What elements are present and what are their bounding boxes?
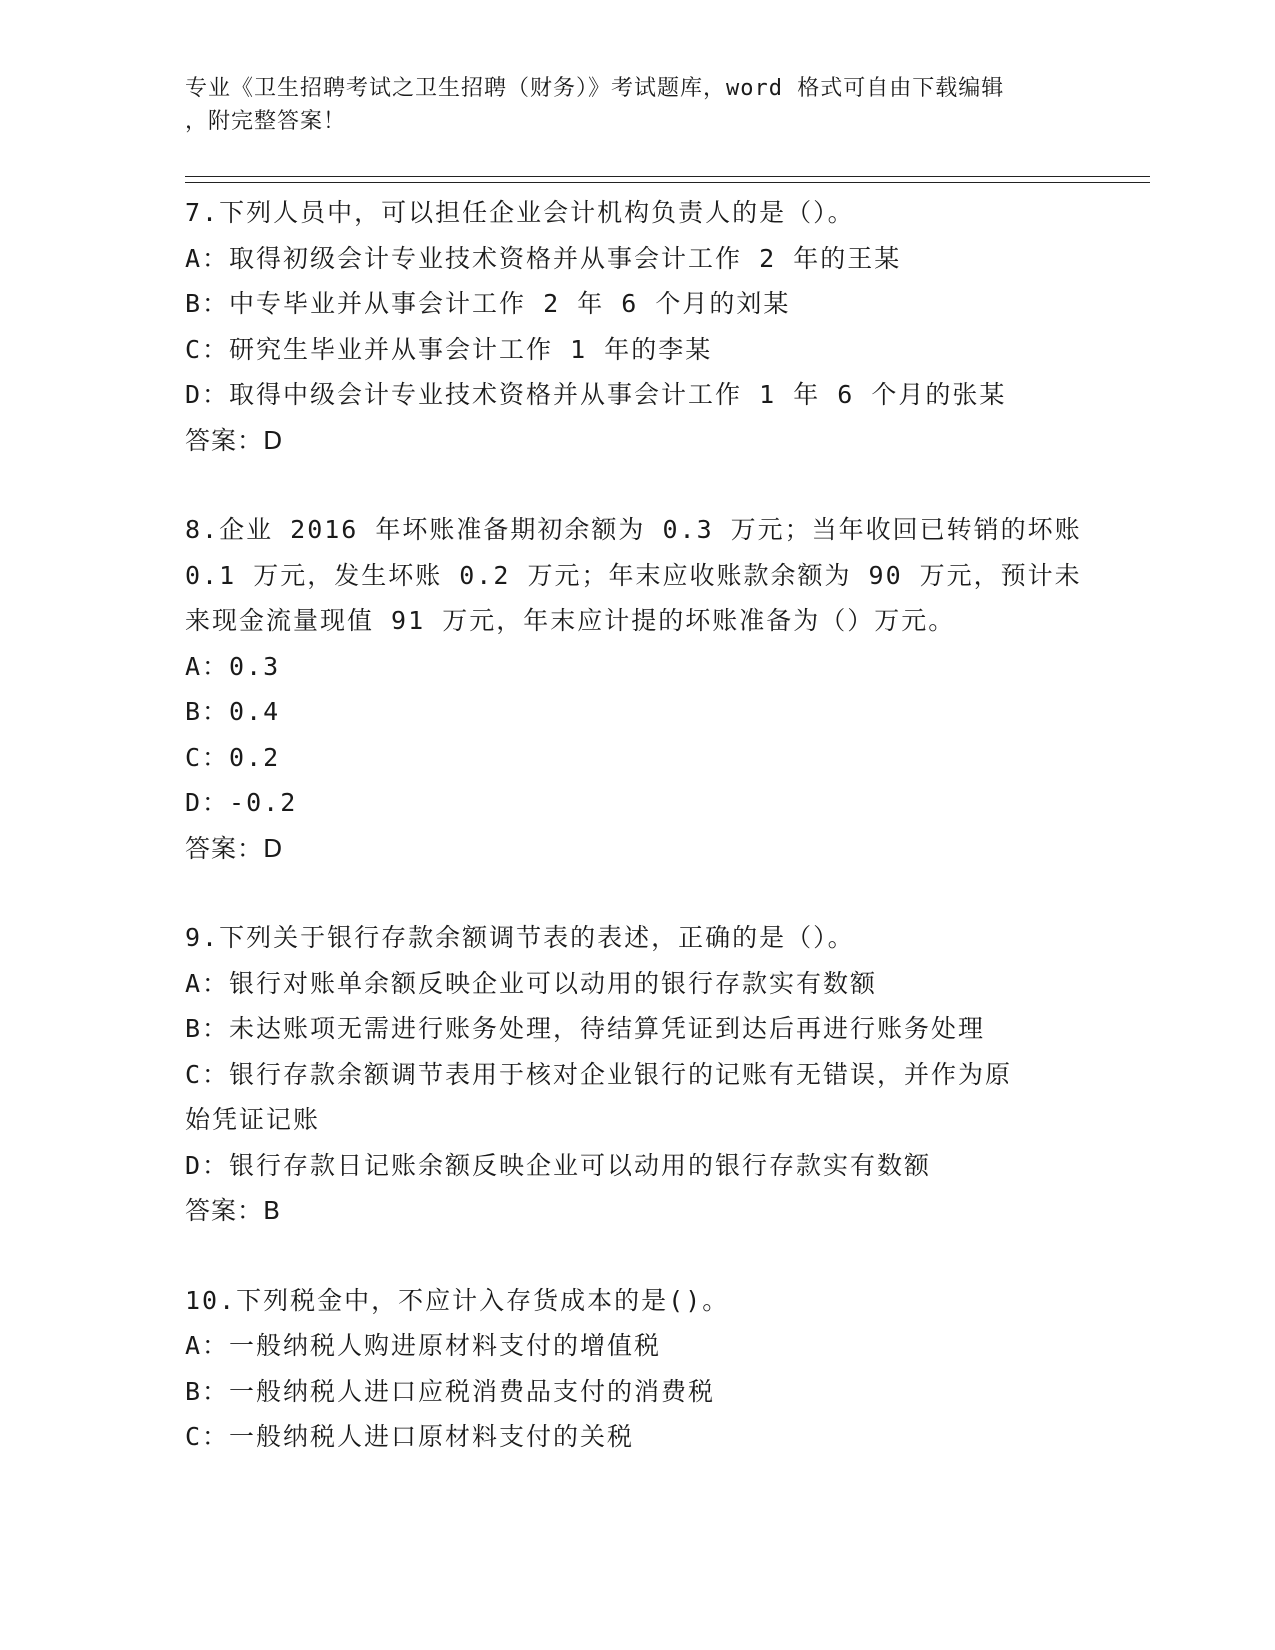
header-line-1: 专业《卫生招聘考试之卫生招聘（财务）》考试题库，word 格式可自由下载编辑	[185, 76, 1005, 101]
question-stem: 10.下列税金中，不应计入存货成本的是()。	[185, 1285, 730, 1315]
option-a: A：银行对账单余额反映企业可以动用的银行存款实有数额	[185, 968, 878, 998]
option-a: A：一般纳税人购进原材料支付的增值税	[185, 1331, 662, 1360]
option-b: B：中专毕业并从事会计工作 2 年 6 个月的刘某	[185, 289, 791, 318]
header-line-2: ，附完整答案！	[185, 109, 347, 134]
question-9	[185, 915, 1085, 1234]
option-c-continued: 始凭证记账	[185, 1105, 321, 1134]
option-b: B：0.4	[185, 697, 281, 726]
question-stem-line-3: 来现金流量现值 91 万元，年末应计提的坏账准备为（）万元。	[185, 606, 956, 635]
option-d: D：-0.2	[185, 788, 298, 817]
question-list	[185, 190, 1085, 1504]
question-8	[185, 507, 1085, 871]
question-7	[185, 190, 1085, 463]
option-d: D：银行存款日记账余额反映企业可以动用的银行存款实有数额	[185, 1150, 932, 1180]
header-divider-bottom	[185, 182, 1150, 183]
option-b: B：一般纳税人进口应税消费品支付的消费税	[185, 1376, 716, 1406]
answer: 答案：D	[185, 833, 284, 863]
question-stem: 7.下列人员中，可以担任企业会计机构负责人的是（）。	[185, 198, 855, 227]
answer: 答案：B	[185, 1196, 282, 1225]
question-stem-line-2: 0.1 万元，发生坏账 0.2 万元；年末应收账款余额为 90 万元，预计未	[185, 560, 1082, 590]
option-a: A：0.3	[185, 651, 281, 681]
question-10	[185, 1278, 1085, 1460]
option-d: D：取得中级会计专业技术资格并从事会计工作 1 年 6 个月的张某	[185, 380, 1007, 409]
question-stem-line-1: 8.企业 2016 年坏账准备期初余额为 0.3 万元；当年收回已转销的坏账	[185, 515, 1082, 544]
option-a: A：取得初级会计专业技术资格并从事会计工作 2 年的王某	[185, 243, 902, 273]
option-b: B：未达账项无需进行账务处理，待结算凭证到达后再进行账务处理	[185, 1014, 986, 1043]
document-header	[185, 72, 1065, 138]
header-divider-top	[185, 176, 1150, 177]
option-c: C：一般纳税人进口原材料支付的关税	[185, 1422, 635, 1451]
option-c: C：研究生毕业并从事会计工作 1 年的李某	[185, 334, 713, 364]
question-stem: 9.下列关于银行存款余额调节表的表述，正确的是（）。	[185, 923, 855, 952]
answer: 答案：D	[185, 425, 284, 455]
option-c: C：银行存款余额调节表用于核对企业银行的记账有无错误，并作为原	[185, 1059, 1013, 1089]
option-c: C：0.2	[185, 742, 281, 772]
